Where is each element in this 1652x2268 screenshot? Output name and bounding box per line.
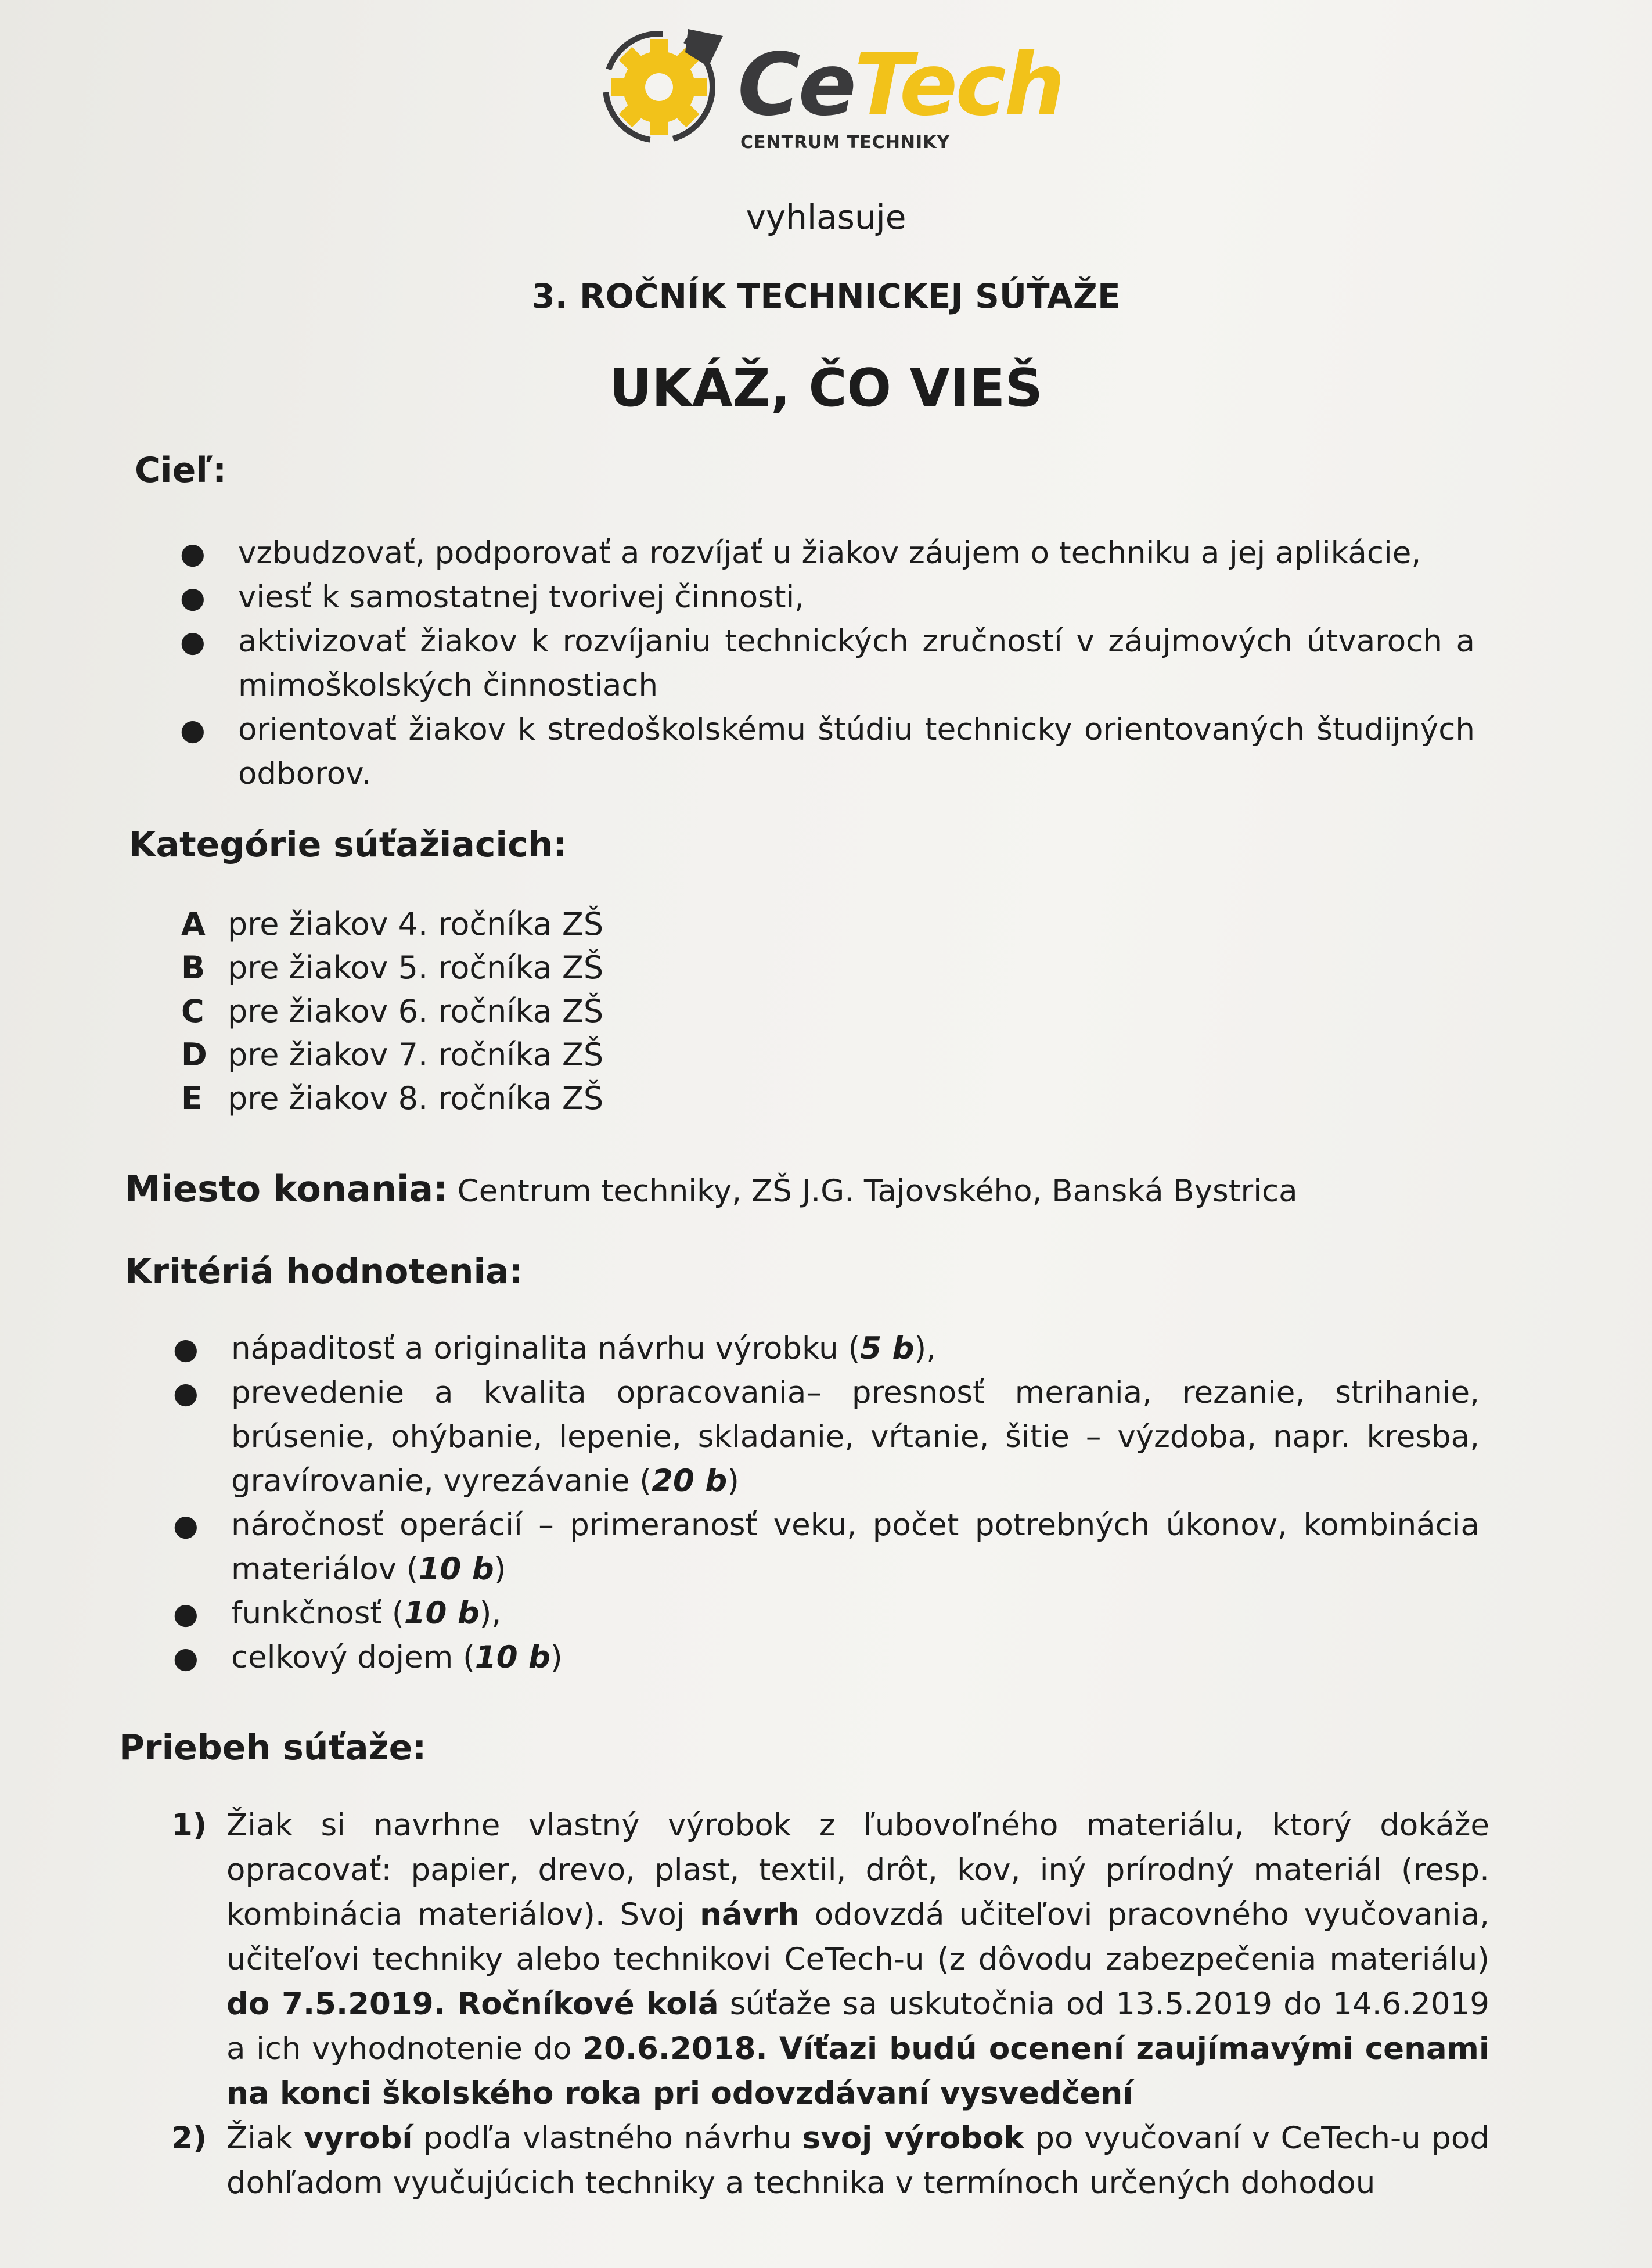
list-item: ● aktivizovať žiakov k rozvíjaniu technických zručností v záujmových útvaroch a mimoškolských činnostiach (238, 620, 1475, 708)
list-item: 2) Žiak vyrobí podľa vlastného návrhu svoj výrobok po vyučovaní v CeTech-u pod dohľadom vyučujúcich techniky a technika v termínoch určených dohodou (171, 2121, 1489, 2201)
bullet-icon: ● (180, 581, 206, 614)
bullet-icon: ● (173, 1509, 199, 1542)
bullet-icon: ● (173, 1332, 199, 1366)
progress-list (171, 1803, 1490, 2205)
list-item: ● funkčnosť (10 b), (231, 1592, 1480, 1636)
list-item: 1) Žiak si navrhne vlastný výrobok z ľubovoľného materiálu, ktorý dokáže opracovať: papier, drevo, plast, textil, drôt, kov, iný prírodný materiál (resp. kombinácia materiálov). Svoj návrh odovzdá učiteľovi pracovného vyučovania, učiteľovi techniky alebo technikovi CeTech-u (z dôvodu zabezpečenia materiálu) do 7.5.2019. Ročníkové kolá súťaže sa uskutočnia od 13.5.2019 do 14.6.2019 a ich vyhodnotenie do 20.6.2018. Víťazi budú ocenení zaujímavými cenami na konci školského roka pri odovzdávaní vysvedčení (171, 1808, 1490, 2111)
bullet-icon: ● (173, 1641, 199, 1675)
list-item: ● náročnosť operácií – primeranosť veku, počet potrebných úkonov, kombinácia materiálov (10 b) (231, 1503, 1480, 1592)
list-item: ● prevedenie a kvalita opracovania– presnosť merania, rezanie, strihanie, brúsenie, ohýbanie, lepenie, skladanie, vŕtanie, šitie – výzdoba, napr. kresba, gravírovanie, vyrezávanie (20 b) (231, 1371, 1480, 1503)
bullet-icon: ● (180, 537, 206, 570)
bullet-icon: ● (173, 1376, 199, 1410)
goal-heading: Cieľ: (135, 450, 227, 491)
cetech-logo (589, 17, 1063, 157)
venue: Miesto konania: Centrum techniky, ZŠ J.G. Tajovského, Banská Bystrica (125, 1168, 1298, 1210)
logo-subtitle: CENTRUM TECHNIKY (740, 132, 951, 153)
list-item: ● nápaditosť a originalita návrhu výrobku (5 b), (231, 1327, 1480, 1371)
category-row: D pre žiakov 7. ročníka ZŠ (181, 1036, 604, 1073)
bullet-icon: ● (180, 713, 206, 747)
list-item: ● viesť k samostatnej tvorivej činnosti, (238, 575, 1475, 620)
list-item: ● vzbudzovať, podporovať a rozvíjať u žiakov záujem o techniku a jej aplikácie, (238, 531, 1475, 575)
category-row: E pre žiakov 8. ročníka ZŠ (181, 1080, 604, 1117)
categories-heading: Kategórie súťažiacich: (129, 825, 567, 865)
gear-icon (589, 17, 740, 157)
progress-heading: Priebeh súťaže: (119, 1727, 427, 1768)
competition-title: UKÁŽ, ČO VIEŠ (609, 358, 1043, 419)
bullet-icon: ● (173, 1597, 199, 1630)
logo-wordmark: CeTech (737, 35, 1063, 135)
category-row: B pre žiakov 5. ročníka ZŠ (181, 949, 604, 986)
announce-text: vyhlasuje (746, 197, 906, 237)
criteria-heading: Kritériá hodnotenia: (125, 1251, 523, 1292)
category-row: A pre žiakov 4. ročníka ZŠ (181, 906, 604, 942)
competition-year-title: 3. ROČNÍK TECHNICKEJ SÚŤAŽE (531, 276, 1121, 316)
criteria-list (173, 1327, 1480, 1680)
list-item: ● orientovať žiakov k stredoškolskému štúdiu technicky orientovaných študijných odborov. (238, 708, 1475, 796)
goal-list (180, 531, 1475, 796)
category-row: C pre žiakov 6. ročníka ZŠ (181, 993, 604, 1029)
list-item: ● celkový dojem (10 b) (231, 1636, 1480, 1680)
bullet-icon: ● (180, 625, 206, 658)
